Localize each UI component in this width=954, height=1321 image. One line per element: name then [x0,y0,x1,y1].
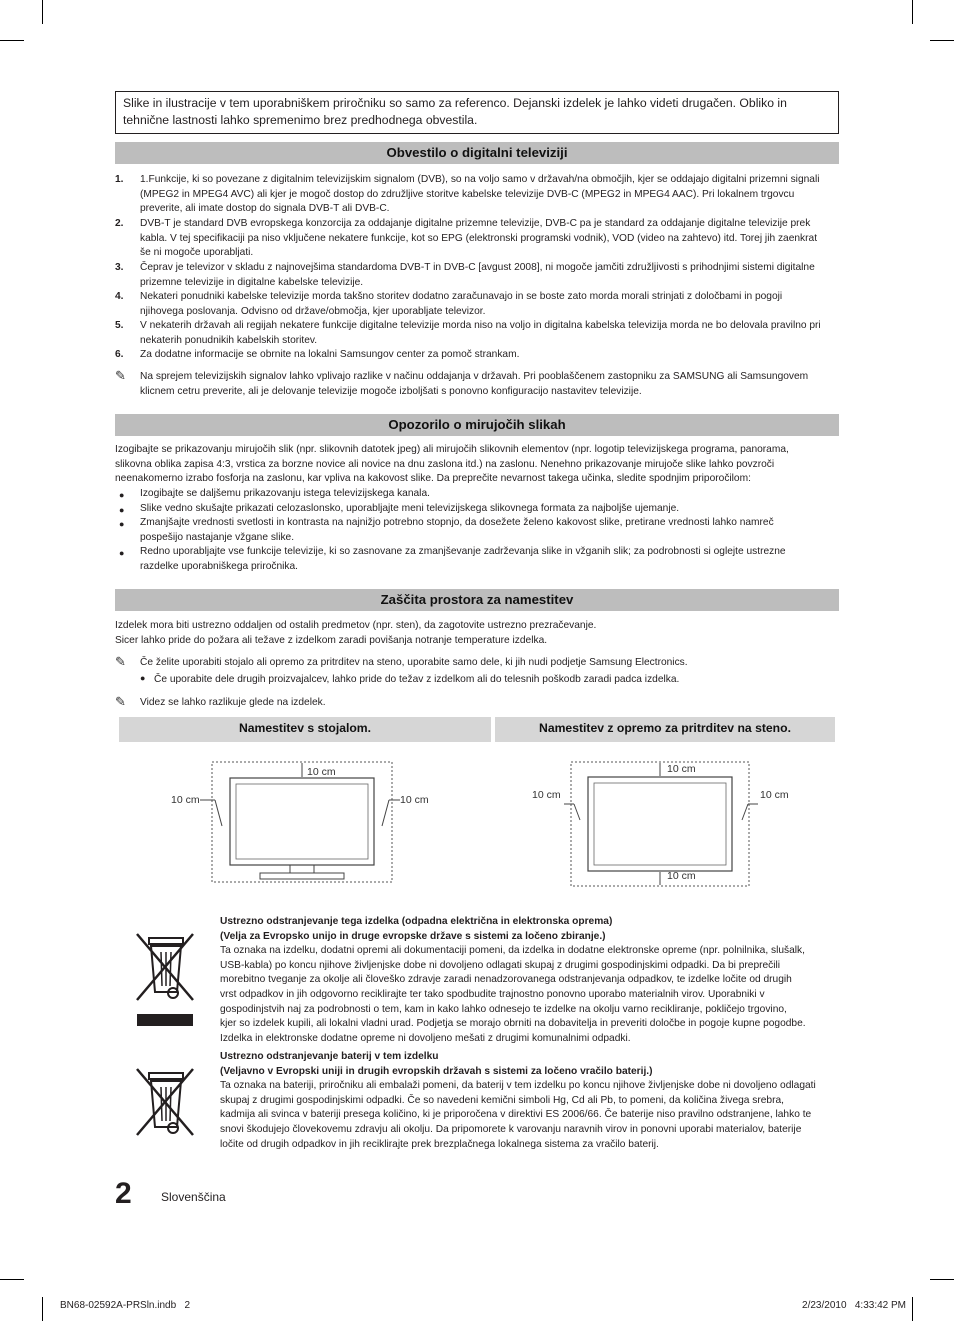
list-item: Zmanjšajte vrednosti svetlosti in kontrasta na najnižjo potrebno stopnjo, da dosežete želeno kakovost slike, pretirane vrednosti lahko namreč pospešijo nastajanje vžgane slike. [140,517,774,543]
list-item: Čeprav je televizor v skladu z najnovejšima standardoma DVB-T in DVB-C [avgust 2008], ni mogoče jamčiti združljivosti s prihodnjimi sistemi digitalne prizemne televizije in digitalne kabelske televizije. [140,262,815,288]
list-item: 1.Funkcije, ki so povezane z digitalnim televizijskim signalom (DVB), so na voljo samo v državah/na območjih, kjer se oddajajo digitalni prizemni signali (MPEG2 in MPEG4 AVC) ali kjer je mogoč dostop do združljive storitve kabelske televizije DVB-C (MPEG2 in MPEG4 AAC). Pri lokalnem trgovcu preverite, ali imate dostop do signala DVB-T ali DVB-C. [140,174,820,215]
crop-mark [0,1279,24,1280]
crop-mark [912,1297,913,1321]
section-header-installation-space: Zaščita prostora za namestitev [115,589,839,611]
crossed-out-battery-bin-icon [133,1065,197,1137]
crop-mark [0,40,24,41]
note-pencil-icon: ✎ [115,654,126,669]
note-pencil-icon: ✎ [115,694,126,709]
list-item: Slike vedno skušajte prikazati celozaslonsko, uporabljajte meni televizijskega slikovnega formata za najboljše ujemanje. [140,503,680,514]
distance-left-label: 10 cm [171,794,200,806]
crop-mark [930,40,954,41]
reference-notice: Slike in ilustracije v tem uporabniškem priročniku so samo za referenco. Dejanski izdelek je lahko videti drugačen. Obliko in tehnične lastnosti lahko spremenimo brez predhodnega obvestila. [115,91,839,134]
page-language: Slovenščina [161,1190,226,1204]
bullet-icon: ● [140,673,146,683]
list-number: 4. [115,291,124,302]
stand-install-header: Namestitev s stojalom. [119,717,491,742]
battery-disposal-text: Ustrezno odstranjevanje baterij v tem izdelku (Veljavno v Evropski uniji in drugih evropskih državah s sistemi za ločeno vračilo baterij.) Ta oznaka na bateriji, priročniku ali embalaži pomeni, da baterij v tem izdelku po koncu njihove življenjske dobe ni dovoljeno odlagati skupaj z drugimi gospodinjskimi odpadki. Če so navedeni kemični simboli Hg, Cd ali Pb, to pomeni, da količina živega srebra, kadmija ali svinca v bateriji presega količino, ki je priporočena v direktivi ES 2006/66. Če baterije niso pravilno odstranjene, lahko te snovi škodujejo človekovemu zdravju ali okolju. Da pripomorete k varovanju naravnih virov in ponovni uporabi materialov, baterije ločite od drugih odpadkov in jih reciklirajte prek brezplačnega lokalnega sistema za vračilo baterij. [220,1051,816,1150]
distance-right-label: 10 cm [400,794,429,806]
space-note: Če želite uporabiti stojalo ali opremo za pritrditev na steno, uporabite samo dele, ki jih nudi podjetje Samsung Electronics. [140,657,688,668]
note-pencil-icon: ✎ [115,368,126,383]
bullet-icon: ● [119,519,125,529]
wall-mount-diagram [530,756,800,891]
list-number: 1. [115,174,124,185]
space-note-sub: Če uporabite dele drugih proizvajalcev, lahko pride do težav z izdelkom ali do telesnih poškodb zaradi padca izdelka. [154,674,680,685]
wall-mount-header: Namestitev z opremo za pritrditev na steno. [495,717,835,742]
appearance-note: Videz se lahko razlikuje glede na izdelek. [140,697,326,708]
crop-mark [42,1297,43,1321]
space-intro: Izdelek mora biti ustrezno oddaljen od ostalih predmetov (npr. sten), da zagotovite ustrezno prezračevanje. Sicer lahko pride do požara ali težave z izdelkom zaradi povišanja notranje temperature izdelka. [115,620,597,646]
list-number: 2. [115,218,124,229]
footer-filename: BN68-02592A-PRSln.indb 2 [60,1300,191,1311]
distance-top-label: 10 cm [667,763,696,775]
still-intro: Izogibajte se prikazovanju mirujočih slik (npr. slikovnih datotek jpeg) ali mirujočih slikovnih elementov (npr. logotip televizijskega programa, panorama, slikovna oblika zapisa 4:3, vrstica za borzne novice ali novice na dnu zaslona itd.) na zaslonu. Nenehno prikazovanje mirujoče slike lahko povzroči neenakomerno izrabo fosforja na zaslonu, kar vpliva na kakovost slike. Da preprečite nevarnost takega učinka, sledite spodnjim priporočilom: [115,444,789,485]
bullet-icon: ● [119,505,125,515]
list-item: DVB-T je standard DVB evropskega konzorcija za oddajanje digitalne prizemne televizije, DVB-C pa je standard za oddajanje digitalne televizije prek kabla. V tej specifikaciji pa niso vključene nekatere funkcije, kot so EPG (elektronski programski vodnik), VOD (video na zahtevo) itd. Torej jih zaenkrat še ni mogoče uporabljati. [140,218,818,259]
crop-mark [912,0,913,24]
crop-mark [930,1279,954,1280]
list-item: Nekateri ponudniki kabelske televizije morda takšno storitev dodatno zaračunavajo in se boste zato morda morali strinjati z določbami in pogoji njihovega poslovanja. Odvisno od države/območja, kjer uporabljate televizor. [140,291,783,317]
dtv-note: Na sprejem televizijskih signalov lahko vplivajo razlike v načinu oddajanja v državah. Pri pooblaščenem zastopniku za SAMSUNG ali Samsungovem klicnem cetru preverite, ali je delovanje televizije mogoče izboljšati s ponovno konfiguracijo nastavitev televizije. [140,371,809,397]
distance-left-label: 10 cm [532,789,561,801]
list-number: 6. [115,349,124,360]
list-item: Za dodatne informacije se obrnite na lokalni Samsungov center za pomoč strankam. [140,349,520,360]
section-header-still-images: Opozorilo o mirujočih slikah [115,414,839,436]
distance-right-label: 10 cm [760,789,789,801]
footer-datetime: 2/23/2010 4:33:42 PM [802,1300,906,1311]
list-number: 3. [115,262,124,273]
list-item: Redno uporabljajte vse funkcije televizije, ki so zasnovane za zmanjševanje zadrževanja slike in vžganih slik; za podrobnosti si oglejte ustrezne razdelke uporabniškega priročnika. [140,546,786,572]
crossed-out-wheelie-bin-icon [133,930,197,1028]
bullet-icon: ● [119,490,125,500]
section-header-dtv: Obvestilo o digitalni televiziji [115,142,839,164]
bullet-icon: ● [119,548,125,558]
page-number: 2 [115,1177,132,1210]
distance-top-label: 10 cm [307,766,336,778]
crop-mark [42,0,43,24]
list-item: Izogibajte se daljšemu prikazovanju istega televizijskega kanala. [140,488,430,499]
list-number: 5. [115,320,124,331]
weee-disposal-text: Ustrezno odstranjevanje tega izdelka (odpadna električna in elektronska oprema) (Velja za Evropsko unijo in druge evropske države s sistemi za ločeno zbiranje.) Ta oznaka na izdelku, dodatni opremi ali dokumentaciji pomeni, da izdelka in dodatne elektronske opreme (npr. polnilnika, slušalk, USB-kabla) po koncu njihove življenjske dobe ni dovoljeno odlagati skupaj z drugimi gospodinjskimi odpadki. Da bi preprečili morebitno tveganje za okolje ali človeško zdravje zaradi nenadzorovanega odstranjevanja odpadkov, te izdelke ločite od drugih vrst odpadkov in jih odgovorno reciklirajte ter tako spodbudite trajnostno ponovno uporabo materialnih virov. Uporabniki v gospodinjstvih naj za podrobnosti o tem, kam in kako lahko odnesejo te izdelke na okolju varno recikliranje, pokličejo trgovino, kjer so izdelek kupili, ali lokalni vladni urad. Podjetja se morajo obrniti na dobavitelja in preveriti določbe in pogoje kupne pogodbe. Izdelka in elektronske dodatne opreme ni dovoljeno mešati z drugimi komunalnimi odpadki. [220,916,806,1044]
list-item: V nekaterih državah ali regijah nekatere funkcije digitalne televizije morda niso na voljo in digitalna kabelska televizija morda ne bo delovala pravilno pri nekaterih ponudnikih kabelskih storitev. [140,320,821,346]
distance-bottom-label: 10 cm [667,870,696,882]
stand-install-diagram [160,756,440,886]
